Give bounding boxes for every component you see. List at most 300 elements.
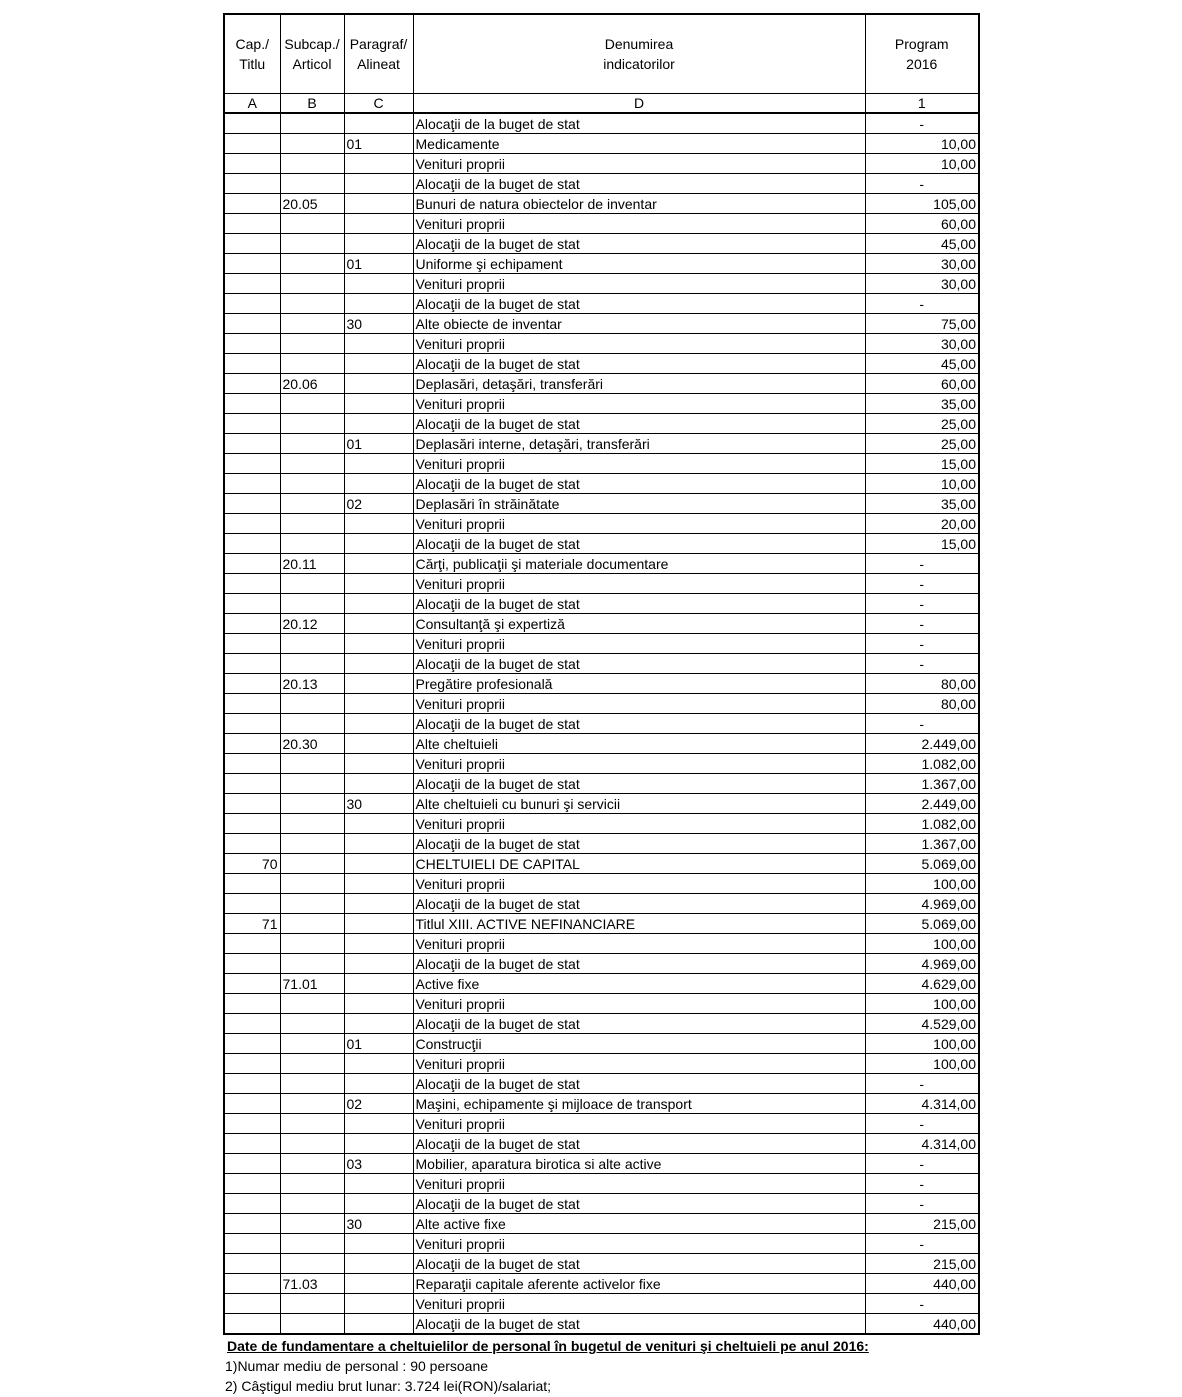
cell-denumirea: Alocaţii de la buget de stat bbox=[413, 414, 865, 434]
cell-program-2016: 45,00 bbox=[865, 234, 979, 254]
cell-subcap-articol bbox=[280, 594, 344, 614]
cell-cap-titlu bbox=[224, 774, 280, 794]
cell-cap-titlu bbox=[224, 734, 280, 754]
cell-program-2016: - bbox=[865, 1234, 979, 1254]
cell-subcap-articol bbox=[280, 1194, 344, 1214]
cell-program-2016: 5.069,00 bbox=[865, 854, 979, 874]
header-line: Cap./ bbox=[235, 36, 269, 52]
cell-cap-titlu bbox=[224, 554, 280, 574]
cell-paragraf-alineat bbox=[344, 974, 413, 994]
cell-paragraf-alineat: 01 bbox=[344, 254, 413, 274]
cell-subcap-articol bbox=[280, 694, 344, 714]
cell-cap-titlu bbox=[224, 214, 280, 234]
cell-subcap-articol: 20.06 bbox=[280, 374, 344, 394]
cell-subcap-articol bbox=[280, 254, 344, 274]
cell-subcap-articol: 20.11 bbox=[280, 554, 344, 574]
cell-denumirea: Medicamente bbox=[413, 134, 865, 154]
cell-subcap-articol bbox=[280, 794, 344, 814]
cell-cap-titlu bbox=[224, 1174, 280, 1194]
cell-denumirea: Venituri proprii bbox=[413, 634, 865, 654]
cell-denumirea: Alocaţii de la buget de stat bbox=[413, 113, 865, 134]
cell-subcap-articol bbox=[280, 454, 344, 474]
cell-denumirea: Venituri proprii bbox=[413, 1294, 865, 1314]
cell-cap-titlu bbox=[224, 294, 280, 314]
table-row bbox=[224, 594, 979, 614]
cell-denumirea: Alocaţii de la buget de stat bbox=[413, 1314, 865, 1335]
cell-subcap-articol bbox=[280, 1094, 344, 1114]
cell-paragraf-alineat bbox=[344, 914, 413, 934]
cell-cap-titlu bbox=[224, 1114, 280, 1134]
cell-program-2016: - bbox=[865, 574, 979, 594]
cell-denumirea: Active fixe bbox=[413, 974, 865, 994]
cell-cap-titlu bbox=[224, 1254, 280, 1274]
cell-paragraf-alineat bbox=[344, 334, 413, 354]
cell-cap-titlu bbox=[224, 113, 280, 134]
cell-denumirea: Maşini, echipamente şi mijloace de transport bbox=[413, 1094, 865, 1114]
cell-denumirea: Alocaţii de la buget de stat bbox=[413, 354, 865, 374]
cell-program-2016: 10,00 bbox=[865, 154, 979, 174]
cell-cap-titlu bbox=[224, 1034, 280, 1054]
cell-denumirea: Alocaţii de la buget de stat bbox=[413, 1014, 865, 1034]
cell-subcap-articol bbox=[280, 1114, 344, 1134]
table-row bbox=[224, 994, 979, 1014]
header-line: Paragraf/ bbox=[349, 36, 408, 52]
table-row bbox=[224, 894, 979, 914]
table-row bbox=[224, 954, 979, 974]
cell-denumirea: Alocaţii de la buget de stat bbox=[413, 774, 865, 794]
cell-program-2016: - bbox=[865, 614, 979, 634]
cell-program-2016: 105,00 bbox=[865, 194, 979, 214]
cell-paragraf-alineat bbox=[344, 854, 413, 874]
header-line: Denumirea bbox=[604, 36, 674, 52]
cell-program-2016: 10,00 bbox=[865, 474, 979, 494]
cell-subcap-articol bbox=[280, 1174, 344, 1194]
table-row bbox=[224, 914, 979, 934]
cell-paragraf-alineat bbox=[344, 894, 413, 914]
cell-subcap-articol bbox=[280, 394, 344, 414]
cell-program-2016: 2.449,00 bbox=[865, 734, 979, 754]
cell-cap-titlu bbox=[224, 994, 280, 1014]
cell-cap-titlu bbox=[224, 494, 280, 514]
cell-paragraf-alineat: 30 bbox=[344, 794, 413, 814]
cell-paragraf-alineat bbox=[344, 654, 413, 674]
cell-cap-titlu bbox=[224, 1014, 280, 1034]
cell-subcap-articol bbox=[280, 274, 344, 294]
cell-paragraf-alineat bbox=[344, 994, 413, 1014]
table-row bbox=[224, 794, 979, 814]
cell-paragraf-alineat bbox=[344, 374, 413, 394]
table-row bbox=[224, 434, 979, 454]
table-row bbox=[224, 1114, 979, 1134]
cell-program-2016: 30,00 bbox=[865, 254, 979, 274]
table-row bbox=[224, 574, 979, 594]
table-row bbox=[224, 234, 979, 254]
header-line: Titlu bbox=[239, 56, 266, 72]
cell-denumirea: Venituri proprii bbox=[413, 814, 865, 834]
cell-paragraf-alineat: 30 bbox=[344, 314, 413, 334]
table-row bbox=[224, 714, 979, 734]
cell-subcap-articol bbox=[280, 574, 344, 594]
cell-paragraf-alineat bbox=[344, 714, 413, 734]
cell-subcap-articol bbox=[280, 1054, 344, 1074]
cell-program-2016: 5.069,00 bbox=[865, 914, 979, 934]
cell-cap-titlu bbox=[224, 594, 280, 614]
cell-denumirea: Venituri proprii bbox=[413, 154, 865, 174]
cell-cap-titlu bbox=[224, 934, 280, 954]
cell-subcap-articol bbox=[280, 234, 344, 254]
column-letter-1: 1 bbox=[865, 94, 979, 114]
cell-program-2016: - bbox=[865, 1174, 979, 1194]
cell-cap-titlu bbox=[224, 394, 280, 414]
cell-cap-titlu bbox=[224, 974, 280, 994]
cell-subcap-articol bbox=[280, 514, 344, 534]
table-row bbox=[224, 274, 979, 294]
cell-paragraf-alineat bbox=[344, 414, 413, 434]
cell-cap-titlu bbox=[224, 534, 280, 554]
table-row bbox=[224, 934, 979, 954]
header-line: Alineat bbox=[357, 56, 400, 72]
cell-paragraf-alineat bbox=[344, 454, 413, 474]
cell-denumirea: Alte cheltuieli bbox=[413, 734, 865, 754]
cell-paragraf-alineat bbox=[344, 954, 413, 974]
cell-subcap-articol bbox=[280, 994, 344, 1014]
cell-subcap-articol bbox=[280, 1294, 344, 1314]
cell-denumirea: Construcţii bbox=[413, 1034, 865, 1054]
table-row bbox=[224, 1034, 979, 1054]
cell-paragraf-alineat bbox=[344, 674, 413, 694]
cell-subcap-articol bbox=[280, 914, 344, 934]
cell-program-2016: - bbox=[865, 1074, 979, 1094]
table-row bbox=[224, 334, 979, 354]
cell-program-2016: - bbox=[865, 634, 979, 654]
cell-denumirea: Alocaţii de la buget de stat bbox=[413, 654, 865, 674]
cell-denumirea: Venituri proprii bbox=[413, 1174, 865, 1194]
table-row bbox=[224, 1234, 979, 1254]
cell-denumirea: Alocaţii de la buget de stat bbox=[413, 174, 865, 194]
cell-subcap-articol bbox=[280, 634, 344, 654]
cell-cap-titlu bbox=[224, 1274, 280, 1294]
cell-subcap-articol: 20.05 bbox=[280, 194, 344, 214]
cell-paragraf-alineat bbox=[344, 594, 413, 614]
cell-program-2016: 4.969,00 bbox=[865, 894, 979, 914]
cell-denumirea: Alocaţii de la buget de stat bbox=[413, 1254, 865, 1274]
header-cap-titlu bbox=[224, 14, 280, 94]
cell-denumirea: Alocaţii de la buget de stat bbox=[413, 714, 865, 734]
table-row bbox=[224, 1294, 979, 1314]
cell-denumirea: Pregătire profesională bbox=[413, 674, 865, 694]
cell-program-2016: 25,00 bbox=[865, 414, 979, 434]
cell-program-2016: 80,00 bbox=[865, 694, 979, 714]
cell-paragraf-alineat bbox=[344, 1294, 413, 1314]
cell-program-2016: 35,00 bbox=[865, 394, 979, 414]
cell-paragraf-alineat bbox=[344, 234, 413, 254]
cell-cap-titlu bbox=[224, 1314, 280, 1335]
cell-subcap-articol bbox=[280, 894, 344, 914]
cell-program-2016: - bbox=[865, 714, 979, 734]
table-row bbox=[224, 774, 979, 794]
cell-paragraf-alineat bbox=[344, 1234, 413, 1254]
notes-section bbox=[223, 1336, 978, 1396]
table-row bbox=[224, 254, 979, 274]
table-row bbox=[224, 1194, 979, 1214]
cell-paragraf-alineat bbox=[344, 554, 413, 574]
cell-subcap-articol bbox=[280, 874, 344, 894]
cell-subcap-articol bbox=[280, 1214, 344, 1234]
cell-subcap-articol bbox=[280, 954, 344, 974]
table-row bbox=[224, 194, 979, 214]
cell-cap-titlu bbox=[224, 1074, 280, 1094]
cell-cap-titlu bbox=[224, 794, 280, 814]
cell-denumirea: Venituri proprii bbox=[413, 574, 865, 594]
cell-cap-titlu bbox=[224, 1294, 280, 1314]
cell-program-2016: 100,00 bbox=[865, 1034, 979, 1054]
cell-cap-titlu bbox=[224, 614, 280, 634]
table-row bbox=[224, 1254, 979, 1274]
table-row bbox=[224, 494, 979, 514]
cell-paragraf-alineat bbox=[344, 834, 413, 854]
cell-cap-titlu bbox=[224, 274, 280, 294]
notes-title: Date de fundamentare a cheltuielilor de personal în bugetul de venituri şi cheltuieli pe anul 2016: bbox=[227, 1338, 869, 1354]
cell-paragraf-alineat bbox=[344, 1014, 413, 1034]
table-row bbox=[224, 1154, 979, 1174]
cell-paragraf-alineat bbox=[344, 814, 413, 834]
column-letter-b: B bbox=[280, 94, 344, 114]
cell-denumirea: Reparaţii capitale aferente activelor fixe bbox=[413, 1274, 865, 1294]
cell-denumirea: Venituri proprii bbox=[413, 1054, 865, 1074]
cell-cap-titlu bbox=[224, 314, 280, 334]
cell-subcap-articol bbox=[280, 1134, 344, 1154]
cell-program-2016: 4.314,00 bbox=[865, 1094, 979, 1114]
cell-program-2016: 80,00 bbox=[865, 674, 979, 694]
cell-subcap-articol bbox=[280, 714, 344, 734]
cell-cap-titlu bbox=[224, 1214, 280, 1234]
table-row bbox=[224, 1054, 979, 1074]
cell-paragraf-alineat bbox=[344, 354, 413, 374]
cell-denumirea: Venituri proprii bbox=[413, 214, 865, 234]
table-row bbox=[224, 474, 979, 494]
cell-cap-titlu bbox=[224, 754, 280, 774]
cell-cap-titlu bbox=[224, 874, 280, 894]
cell-subcap-articol bbox=[280, 834, 344, 854]
cell-denumirea: Venituri proprii bbox=[413, 514, 865, 534]
cell-cap-titlu bbox=[224, 474, 280, 494]
cell-denumirea: Venituri proprii bbox=[413, 274, 865, 294]
cell-subcap-articol bbox=[280, 113, 344, 134]
column-letter-row bbox=[224, 94, 979, 114]
cell-subcap-articol bbox=[280, 334, 344, 354]
cell-subcap-articol bbox=[280, 1314, 344, 1335]
cell-denumirea: Deplasări interne, detaşări, transferări bbox=[413, 434, 865, 454]
table-row bbox=[224, 174, 979, 194]
cell-paragraf-alineat bbox=[344, 1194, 413, 1214]
table-row bbox=[224, 734, 979, 754]
cell-program-2016: - bbox=[865, 294, 979, 314]
cell-cap-titlu bbox=[224, 1234, 280, 1254]
cell-denumirea: Alocaţii de la buget de stat bbox=[413, 234, 865, 254]
cell-program-2016: 440,00 bbox=[865, 1274, 979, 1294]
cell-subcap-articol bbox=[280, 354, 344, 374]
notes-line: 2) Câştigul mediu brut lunar: 3.724 lei(RON)/salariat; bbox=[225, 1378, 552, 1394]
cell-program-2016: 1.082,00 bbox=[865, 754, 979, 774]
cell-denumirea: Alte obiecte de inventar bbox=[413, 314, 865, 334]
cell-paragraf-alineat bbox=[344, 174, 413, 194]
cell-subcap-articol bbox=[280, 1254, 344, 1274]
table-row bbox=[224, 854, 979, 874]
cell-subcap-articol: 20.13 bbox=[280, 674, 344, 694]
cell-paragraf-alineat bbox=[344, 194, 413, 214]
cell-program-2016: 45,00 bbox=[865, 354, 979, 374]
cell-paragraf-alineat bbox=[344, 474, 413, 494]
header-line: Articol bbox=[292, 56, 332, 72]
cell-cap-titlu bbox=[224, 694, 280, 714]
table-row bbox=[224, 534, 979, 554]
cell-program-2016: - bbox=[865, 1294, 979, 1314]
table-row bbox=[224, 394, 979, 414]
cell-paragraf-alineat bbox=[344, 1314, 413, 1335]
table-row bbox=[224, 554, 979, 574]
budget-table bbox=[223, 13, 980, 1335]
header-line: Program bbox=[894, 36, 949, 52]
cell-cap-titlu bbox=[224, 374, 280, 394]
table-row bbox=[224, 1314, 979, 1335]
cell-paragraf-alineat bbox=[344, 1054, 413, 1074]
cell-denumirea: Venituri proprii bbox=[413, 874, 865, 894]
cell-cap-titlu bbox=[224, 254, 280, 274]
cell-program-2016: 30,00 bbox=[865, 334, 979, 354]
cell-subcap-articol: 20.30 bbox=[280, 734, 344, 754]
cell-program-2016: - bbox=[865, 594, 979, 614]
cell-program-2016: - bbox=[865, 1154, 979, 1174]
cell-subcap-articol bbox=[280, 854, 344, 874]
cell-denumirea: Alocaţii de la buget de stat bbox=[413, 1134, 865, 1154]
cell-program-2016: 4.314,00 bbox=[865, 1134, 979, 1154]
cell-program-2016: 20,00 bbox=[865, 514, 979, 534]
cell-cap-titlu bbox=[224, 574, 280, 594]
cell-subcap-articol bbox=[280, 414, 344, 434]
cell-subcap-articol bbox=[280, 434, 344, 454]
cell-cap-titlu bbox=[224, 1094, 280, 1114]
cell-subcap-articol: 71.03 bbox=[280, 1274, 344, 1294]
cell-program-2016: 2.449,00 bbox=[865, 794, 979, 814]
cell-denumirea: Alocaţii de la buget de stat bbox=[413, 954, 865, 974]
cell-cap-titlu bbox=[224, 434, 280, 454]
table-row bbox=[224, 1074, 979, 1094]
table-row bbox=[224, 814, 979, 834]
cell-program-2016: 60,00 bbox=[865, 214, 979, 234]
cell-paragraf-alineat bbox=[344, 694, 413, 714]
cell-paragraf-alineat bbox=[344, 1114, 413, 1134]
cell-denumirea: Deplasări în străinătate bbox=[413, 494, 865, 514]
table-row bbox=[224, 1014, 979, 1034]
cell-denumirea: Alocaţii de la buget de stat bbox=[413, 1194, 865, 1214]
cell-cap-titlu bbox=[224, 514, 280, 534]
cell-paragraf-alineat bbox=[344, 1174, 413, 1194]
cell-paragraf-alineat bbox=[344, 1274, 413, 1294]
cell-denumirea: Alocaţii de la buget de stat bbox=[413, 534, 865, 554]
cell-subcap-articol bbox=[280, 214, 344, 234]
cell-denumirea: Alte active fixe bbox=[413, 1214, 865, 1234]
header-paragraf-alineat bbox=[344, 14, 413, 94]
column-letter-c: C bbox=[344, 94, 413, 114]
table-row bbox=[224, 454, 979, 474]
cell-subcap-articol bbox=[280, 534, 344, 554]
table-row bbox=[224, 134, 979, 154]
cell-denumirea: Venituri proprii bbox=[413, 1234, 865, 1254]
cell-denumirea: Venituri proprii bbox=[413, 394, 865, 414]
cell-subcap-articol: 20.12 bbox=[280, 614, 344, 634]
cell-subcap-articol bbox=[280, 294, 344, 314]
cell-program-2016: 4.529,00 bbox=[865, 1014, 979, 1034]
table-row bbox=[224, 1214, 979, 1234]
cell-cap-titlu bbox=[224, 1194, 280, 1214]
cell-program-2016: 1.367,00 bbox=[865, 774, 979, 794]
table-row bbox=[224, 634, 979, 654]
table-row bbox=[224, 974, 979, 994]
cell-subcap-articol bbox=[280, 774, 344, 794]
cell-denumirea: Venituri proprii bbox=[413, 454, 865, 474]
cell-denumirea: Venituri proprii bbox=[413, 694, 865, 714]
cell-denumirea: Venituri proprii bbox=[413, 934, 865, 954]
cell-subcap-articol bbox=[280, 1014, 344, 1034]
notes-line: 1)Numar mediu de personal : 90 persoane bbox=[225, 1358, 489, 1374]
table-row bbox=[224, 614, 979, 634]
cell-cap-titlu bbox=[224, 194, 280, 214]
cell-paragraf-alineat bbox=[344, 274, 413, 294]
cell-paragraf-alineat bbox=[344, 634, 413, 654]
cell-paragraf-alineat bbox=[344, 514, 413, 534]
cell-denumirea: Alocaţii de la buget de stat bbox=[413, 594, 865, 614]
cell-subcap-articol bbox=[280, 174, 344, 194]
table-row bbox=[224, 694, 979, 714]
cell-subcap-articol bbox=[280, 134, 344, 154]
cell-cap-titlu bbox=[224, 454, 280, 474]
table-row bbox=[224, 654, 979, 674]
cell-denumirea: Uniforme şi echipament bbox=[413, 254, 865, 274]
cell-subcap-articol bbox=[280, 314, 344, 334]
cell-cap-titlu bbox=[224, 1054, 280, 1074]
header-subcap-articol bbox=[280, 14, 344, 94]
cell-cap-titlu bbox=[224, 654, 280, 674]
table-body bbox=[224, 113, 979, 1334]
table-row bbox=[224, 1094, 979, 1114]
header-program bbox=[865, 14, 979, 94]
cell-denumirea: Venituri proprii bbox=[413, 754, 865, 774]
table-row bbox=[224, 214, 979, 234]
table-row bbox=[224, 874, 979, 894]
cell-subcap-articol bbox=[280, 474, 344, 494]
cell-denumirea: Alocaţii de la buget de stat bbox=[413, 834, 865, 854]
cell-cap-titlu bbox=[224, 674, 280, 694]
cell-cap-titlu bbox=[224, 834, 280, 854]
cell-subcap-articol: 71.01 bbox=[280, 974, 344, 994]
cell-denumirea: Venituri proprii bbox=[413, 1114, 865, 1134]
cell-paragraf-alineat bbox=[344, 614, 413, 634]
cell-cap-titlu bbox=[224, 894, 280, 914]
cell-program-2016: - bbox=[865, 654, 979, 674]
cell-program-2016: 100,00 bbox=[865, 934, 979, 954]
table-row bbox=[224, 1134, 979, 1154]
cell-denumirea: Bunuri de natura obiectelor de inventar bbox=[413, 194, 865, 214]
cell-denumirea: Alocaţii de la buget de stat bbox=[413, 294, 865, 314]
cell-paragraf-alineat bbox=[344, 1134, 413, 1154]
cell-denumirea: CHELTUIELI DE CAPITAL bbox=[413, 854, 865, 874]
cell-program-2016: 75,00 bbox=[865, 314, 979, 334]
cell-cap-titlu bbox=[224, 954, 280, 974]
table-row bbox=[224, 314, 979, 334]
cell-program-2016: 15,00 bbox=[865, 454, 979, 474]
cell-paragraf-alineat bbox=[344, 1254, 413, 1274]
cell-cap-titlu bbox=[224, 154, 280, 174]
